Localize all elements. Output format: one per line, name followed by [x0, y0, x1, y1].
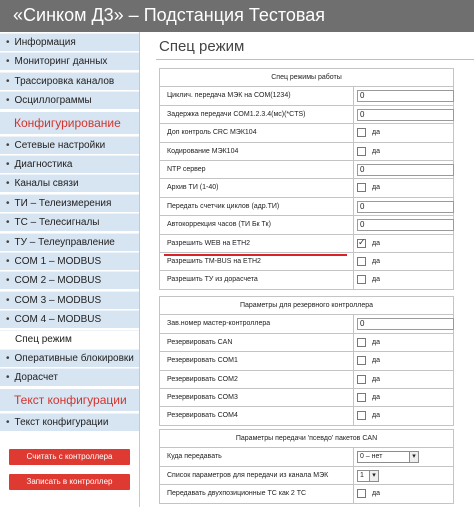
bullet-icon: • — [6, 95, 10, 107]
row-label: Разрешить ТУ из дорасчета — [167, 276, 258, 284]
row-label: Резервировать COM3 — [167, 393, 238, 401]
sidebar-item-config-7[interactable] — [0, 271, 139, 289]
row-label: Архив ТИ (1-40) — [167, 184, 219, 192]
bullet-icon: • — [6, 56, 10, 68]
row-label: Зав.номер мастер-контроллера — [167, 320, 271, 328]
bullet-icon: • — [6, 416, 10, 428]
table-row — [160, 143, 453, 161]
checkbox-label: да — [372, 375, 380, 383]
column-divider — [353, 389, 354, 406]
checkbox[interactable] — [357, 275, 366, 284]
sidebar-item-label: COM 1 – MODBUS — [14, 256, 102, 267]
column-divider — [353, 253, 354, 270]
column-divider — [353, 467, 354, 484]
sidebar-item-config-9[interactable] — [0, 310, 139, 328]
column-divider — [353, 352, 354, 369]
row-label: Кодирование МЭК104 — [167, 147, 239, 155]
sidebar-item-label: ТУ – Телеуправление — [14, 236, 115, 248]
sidebar-item-after-0[interactable] — [0, 349, 139, 367]
row-label: Резервировать CAN — [167, 338, 233, 346]
checkbox[interactable] — [357, 356, 366, 365]
row-label: Список параметров для передачи из канала МЭК — [167, 471, 329, 479]
checkbox[interactable] — [357, 183, 366, 192]
sidebar-item-config-8[interactable] — [0, 291, 139, 309]
bullet-icon: • — [6, 236, 10, 248]
sidebar-section-config[interactable]: Конфигурирование — [0, 112, 139, 134]
bullet-icon: • — [6, 178, 10, 190]
sidebar-item-label: Информация — [14, 37, 76, 48]
column-divider — [353, 161, 354, 178]
sidebar-item-text-0[interactable] — [0, 413, 139, 431]
highlight-underline — [164, 254, 347, 256]
can-packets-table — [159, 429, 454, 504]
bullet-icon: • — [6, 139, 10, 151]
read-from-controller-button[interactable]: Считать с контроллера — [9, 449, 130, 465]
row-label: Резервировать COM2 — [167, 375, 238, 383]
row-label: Задержка передачи COM1.2.3.4(мс)(*CTS) — [167, 110, 306, 118]
sidebar-item-config-6[interactable] — [0, 252, 139, 270]
sidebar-item-label: Осциллограммы — [14, 95, 92, 107]
sidebar-item-config-3[interactable] — [0, 194, 139, 212]
table-row — [160, 371, 453, 389]
select-dropdown[interactable] — [357, 470, 379, 482]
sidebar-item-label: Мониторинг данных — [14, 56, 108, 68]
checkbox-label: да — [372, 147, 380, 155]
table-row — [160, 271, 453, 289]
row-label: Резервировать COM1 — [167, 357, 238, 365]
bullet-icon: • — [6, 256, 10, 267]
table-row — [160, 87, 453, 105]
checkbox[interactable] — [357, 147, 366, 156]
bullet-icon: • — [6, 294, 10, 306]
column-divider — [353, 334, 354, 351]
sidebar-item-label: ТИ – Телеизмерения — [14, 197, 112, 209]
bullet-icon: • — [6, 197, 10, 209]
row-label: Передавать двухпозиционные ТС как 2 ТС — [167, 490, 307, 498]
bullet-icon: • — [6, 75, 10, 87]
table-row — [160, 334, 453, 352]
sidebar-item-current[interactable]: Спец режим — [0, 330, 139, 348]
bullet-icon: • — [6, 217, 10, 229]
table-row — [160, 485, 453, 503]
table-row — [160, 216, 453, 234]
row-label: Резервировать COM4 — [167, 412, 238, 420]
checkbox-label: да — [372, 338, 380, 346]
title-divider — [156, 59, 474, 60]
table-row — [160, 161, 453, 179]
row-label: NTP сервер — [167, 165, 206, 173]
sidebar-item-label: Оперативные блокировки — [14, 353, 134, 364]
row-label: Автокоррекция часов (ТИ Бк Тк) — [167, 221, 271, 229]
app-header — [0, 0, 474, 32]
column-divider — [353, 371, 354, 388]
row-label: Передать счетчик циклов (адр.ТИ) — [167, 202, 280, 210]
page-title: Спец режим — [159, 38, 245, 55]
table-row — [160, 407, 453, 425]
bullet-icon: • — [6, 159, 10, 170]
checkbox-label: да — [372, 129, 380, 137]
sidebar-item-label: Сетевые настройки — [14, 139, 106, 151]
table-row — [160, 448, 453, 466]
table-row — [160, 352, 453, 370]
sidebar-item-top-1[interactable] — [0, 52, 139, 70]
table-header: Параметры передачи 'псевдо' пакетов CAN — [160, 430, 453, 448]
column-divider — [353, 198, 354, 215]
sidebar-item-label: ТС – Телесигналы — [14, 217, 100, 229]
checkbox[interactable] — [357, 489, 366, 498]
sidebar-section-text[interactable]: Текст конфигурации — [0, 389, 139, 411]
bullet-icon: • — [6, 372, 10, 384]
number-input[interactable]: 0 — [357, 318, 454, 330]
bullet-icon: • — [6, 275, 10, 287]
sidebar-item-config-2[interactable] — [0, 174, 139, 192]
checkbox[interactable] — [357, 257, 366, 266]
table-row — [160, 235, 453, 253]
number-input[interactable]: 0 — [357, 164, 454, 176]
sidebar-item-label: Дорасчет — [14, 372, 58, 384]
sidebar-item-config-4[interactable] — [0, 213, 139, 231]
number-input[interactable]: 0 — [357, 90, 454, 102]
chevron-down-icon: ▾ — [369, 471, 378, 481]
column-divider — [353, 124, 354, 141]
table-row — [160, 124, 453, 142]
checkbox-label: да — [372, 184, 380, 192]
column-divider — [353, 179, 354, 196]
row-label: Разрешить TM-BUS на ETH2 — [167, 257, 261, 265]
bullet-icon: • — [6, 37, 10, 48]
table-header: Параметры для резервного контроллера — [160, 297, 453, 315]
chevron-down-icon: ▾ — [409, 452, 418, 462]
sidebar-item-config-5[interactable] — [0, 233, 139, 251]
checkbox-label: да — [372, 393, 380, 401]
checkbox[interactable] — [357, 128, 366, 137]
sidebar — [0, 32, 139, 507]
checkbox-label: да — [372, 357, 380, 365]
column-divider — [353, 216, 354, 233]
number-input[interactable]: 0 — [357, 219, 454, 231]
bullet-icon: • — [6, 353, 10, 364]
sidebar-item-label: COM 3 – MODBUS — [14, 294, 102, 306]
table-row — [160, 389, 453, 407]
special-modes-table — [159, 68, 454, 290]
table-row — [160, 198, 453, 216]
table-row — [160, 106, 453, 124]
column-divider — [353, 485, 354, 502]
checkbox[interactable] — [357, 338, 366, 347]
table-row — [160, 315, 453, 333]
row-label: Разрешить WEB на ETH2 — [167, 239, 251, 247]
sidebar-item-label: Каналы связи — [14, 178, 79, 190]
sidebar-item-label: COM 4 – MODBUS — [14, 314, 102, 326]
select-dropdown[interactable] — [357, 451, 419, 463]
sidebar-item-label: Текст конфигурации — [14, 416, 109, 428]
column-divider — [353, 315, 354, 332]
checkbox[interactable] — [357, 411, 366, 420]
main-content — [139, 32, 474, 507]
write-to-controller-button[interactable]: Записать в контроллер — [9, 474, 130, 490]
reserve-controller-table — [159, 296, 454, 426]
checkbox[interactable] — [357, 393, 366, 402]
checkbox-label: да — [372, 239, 380, 247]
select-value: 1 — [360, 471, 364, 479]
sidebar-item-label: COM 2 – MODBUS — [14, 275, 102, 287]
column-divider — [353, 271, 354, 288]
sidebar-item-top-0[interactable] — [0, 33, 139, 51]
sidebar-item-top-3[interactable] — [0, 91, 139, 109]
checkbox-label: да — [372, 257, 380, 265]
sidebar-item-config-1[interactable] — [0, 155, 139, 173]
column-divider — [353, 106, 354, 123]
column-divider — [353, 87, 354, 104]
column-divider — [353, 407, 354, 424]
sidebar-item-label: Трассировка каналов — [14, 75, 115, 87]
table-header: Спец режимы работы — [160, 69, 453, 87]
row-label: Циклич. передача МЭК на COM(1234) — [167, 92, 291, 100]
checkbox-label: да — [372, 412, 380, 420]
sidebar-item-top-2[interactable] — [0, 72, 139, 90]
app-title: «Синком Д3» – Подстанция Тестовая — [13, 5, 326, 25]
checkbox[interactable] — [357, 239, 366, 248]
column-divider — [353, 235, 354, 252]
row-label: Куда передавать — [167, 453, 222, 461]
table-row — [160, 467, 453, 485]
table-row — [160, 179, 453, 197]
row-label: Доп контроль CRC МЭК104 — [167, 129, 257, 137]
sidebar-item-config-0[interactable] — [0, 136, 139, 154]
sidebar-item-label: Диагностика — [14, 159, 73, 170]
number-input[interactable]: 0 — [357, 201, 454, 213]
checkbox-label: да — [372, 490, 380, 498]
checkbox[interactable] — [357, 375, 366, 384]
select-value: 0 – нет — [360, 453, 383, 461]
column-divider — [353, 448, 354, 465]
column-divider — [353, 143, 354, 160]
sidebar-item-after-1[interactable] — [0, 368, 139, 386]
number-input[interactable]: 0 — [357, 109, 454, 121]
bullet-icon: • — [6, 314, 10, 326]
checkbox-label: да — [372, 276, 380, 284]
